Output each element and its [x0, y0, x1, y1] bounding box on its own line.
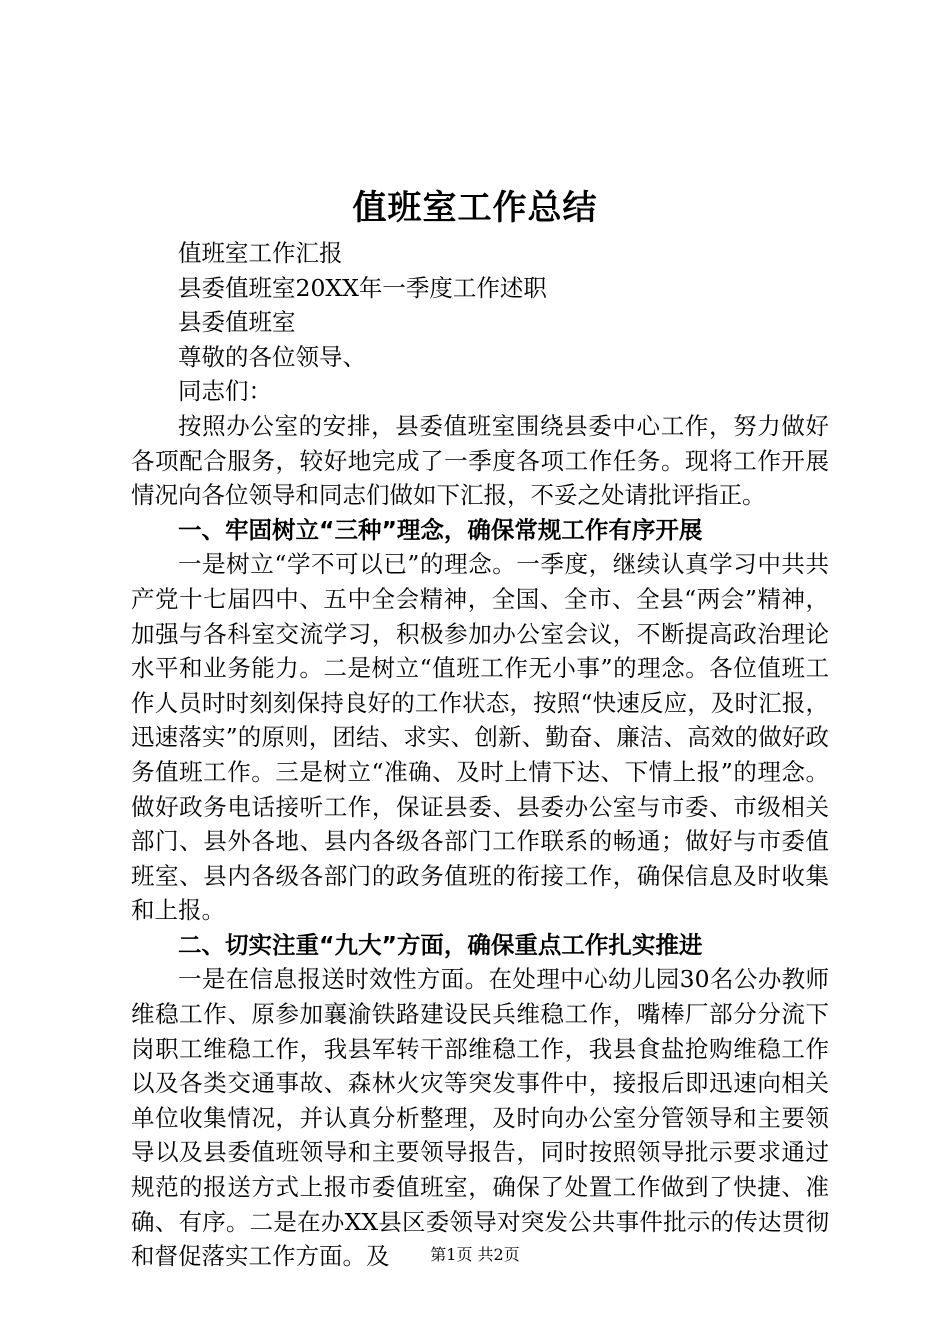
body-paragraph: 同志们：	[178, 377, 272, 406]
document-body	[131, 236, 829, 1274]
section-heading: 二、切实注重“九大”方面，确保重点工作扎实推进	[178, 930, 703, 959]
section-heading: 一、牢固树立“三种”理念，确保常规工作有序开展	[178, 515, 703, 544]
body-paragraph: 县委值班室20XX年一季度工作述职	[178, 273, 547, 302]
document-title: 值班室工作总结	[352, 188, 598, 228]
body-paragraph: 县委值班室	[178, 308, 296, 337]
body-paragraph: 值班室工作汇报	[178, 239, 343, 267]
body-paragraph: 按照办公室的安排，县委值班室围绕县委中心工作，努力做好各项配合服务，较好地完成了一季度各项工作任务。现将工作开展情况向各位领导和同志们做如下汇报，不妥之处请批评指正。	[131, 411, 829, 510]
body-paragraph: 一是树立“学不可以已”的理念。一季度，继续认真学习中共共产党十七届四中、五中全会精神，全国、全市、全县“两会”精神，加强与各科室交流学习，积极参加办公室会议，不断提高政治理论水平和业务能力。二是树立“值班工作无小事”的理念。各位值班工作人员时时刻刻保持良好的工作状态，按照“快速反应，及时汇报，迅速落实”的原则，团结、求实、创新、勤奋、廉洁、高效的做好政务值班工作。三是树立“准确、及时上情下达、下情上报”的理念。做好政务电话接听工作，保证县委、县委办公室与市委、市级相关部门、县外各地、县内各级各部门工作联系的畅通；做好与市委值班室、县内各级各部门的政务值班的衔接工作，确保信息及时收集和上报。	[131, 550, 829, 925]
body-paragraph: 一是在信息报送时效性方面。在处理中心幼儿园30名公办教师维稳工作、原参加襄渝铁路建设民兵维稳工作，嘴棒厂部分分流下岗职工维稳工作，我县军转干部维稳工作，我县食盐抢购维稳工作以及各类交通事故、森林火灾等突发事件中，接报后即迅速向相关单位收集情况，并认真分析整理，及时向办公室分管领导和主要领导以及县委值班领导和主要领导报告，同时按照领导批示要求通过规范的报送方式上报市委值班室，确保了处置工作做到了快捷、准确、有序。二是在办XX县区委领导对突发公共事件批示的传达贯彻和督促落实工作方面。及	[131, 965, 829, 1271]
page-footer: 第1页 共2页	[430, 1245, 520, 1264]
body-paragraph: 尊敬的各位领导、	[178, 342, 366, 371]
